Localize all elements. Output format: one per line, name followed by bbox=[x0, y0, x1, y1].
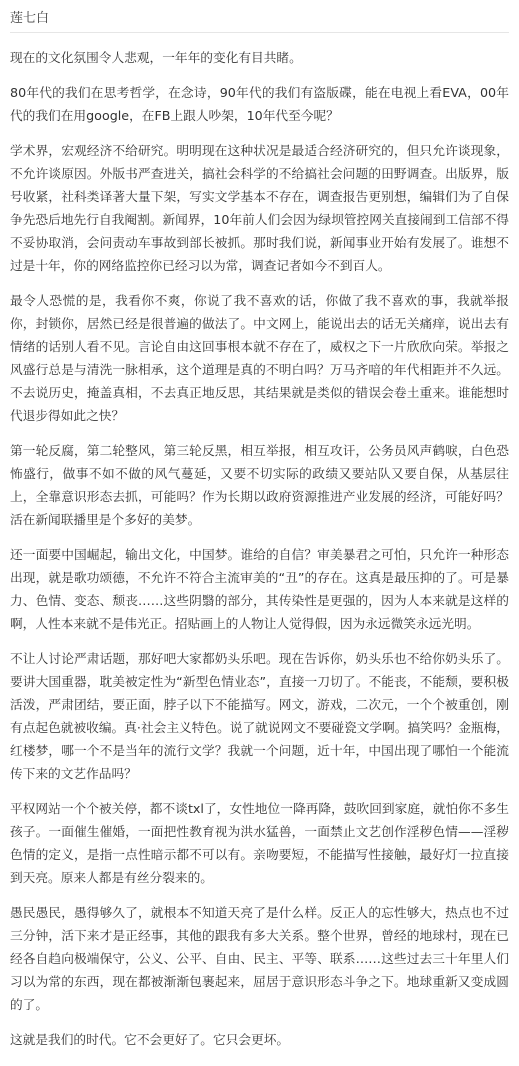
post-paragraph-1: 现在的文化氛围令人悲观，一年年的变化有目共睹。 bbox=[10, 50, 302, 65]
post-paragraph-6: 还一面要中国崛起，输出文化，中国梦。谁给的自信？审美暴君之可怕，只允许一种形态出现，就是歌功颂德，不允许不符合主流审美的“丑”的存在。这真是最压抑的了。可是暴力、色情、变态、颓丧……这些阴翳的部分，其传染性是更强的，因为人本来就是这样的啊，人性本来就不是伟光正。招贴画上的人物让人觉得假，因为永远微笑永远光明。 bbox=[10, 547, 509, 631]
post-paragraph-4: 最令人恐慌的是，我看你不爽，你说了我不喜欢的话，你做了我不喜欢的事，我就举报你，封锁你，居然已经是很普遍的做法了。中文网上，能说出去的话无关痛痒，说出去有情绪的话别人看不见。言论自由这回事根本就不存在了，威权之下一片欣欣向荣。举报之风盛行总是与清洗一脉相承，这个道理是真的不明白吗？万马齐喑的年代相距并不久远。不去说历史，掩盖真相，不去真正地反思，其结果就是类似的错误会卷土重来。谁能想时代退步得如此之快？ bbox=[10, 293, 509, 423]
post-paragraph-3: 学术界，宏观经济不给研究。明明现在这种状况是最适合经济研究的，但只允许谈现象，不允许谈原因。外版书严查进关，搞社会科学的不给搞社会问题的田野调查。出版界，版号收紧，社科类译著大量下架，写实文学基本不存在，调查报告更别想，编辑们为了自保争先恐后地先行自我阉割。新闻界，10年前人们会因为绿坝管控网关直接闹到工信部不得不妥协取消，会问责动车事故到部长被抓。那时我们说，新闻事业开始有发展了。谁想不过是十年，你的网络监控你已经习以为常，调查记者如今不到百人。 bbox=[10, 143, 509, 273]
author-divider bbox=[10, 32, 509, 33]
post-paragraph-2: 80年代的我们在思考哲学，在念诗，90年代的我们有盗版碟，能在电视上看EVA，00年代的我们在用google，在FB上跟人吵架，10年代至今呢？ bbox=[10, 85, 509, 123]
post-paragraph-7: 不让人讨论严肃话题，那好吧大家都奶头乐吧。现在告诉你，奶头乐也不给你奶头乐了。要讲大国重器，耽美被定性为“新型色情业态”，直接一刀切了。不能丧，不能颓，要积极活泼，严肃团结，要正面，脖子以下不能描写。网文，游戏，二次元，一个个被重创，刚有点起色就被收编。真·社会主义特色。说了就说网文不要碰瓷文学啊。搞笑吗？金瓶梅，红楼梦，哪一个不是当年的流行文学？我就一个问题，近十年，中国出现了哪怕一个能流传下来的文艺作品吗？ bbox=[10, 651, 509, 781]
post-paragraph-9: 愚民愚民，愚得够久了，就根本不知道天亮了是什么样。反正人的忘性够大，热点也不过三分钟，活下来才是正经事，其他的跟我有多大关系。整个世界，曾经的地球村，现在已经各自趋向极端保守，公义、公平、自由、民主、平等、联系……这些过去三十年里人们习以为常的东西，现在都被渐渐包裹起来，屈居于意识形态斗争之下。地球重新又变成圆的了。 bbox=[10, 905, 509, 1012]
post-body bbox=[10, 46, 509, 1051]
post-paragraph-5: 第一轮反腐，第二轮整风，第三轮反黑，相互举报，相互攻讦，公务员风声鹤唳，白色恐怖盛行，做事不如不做的风气蔓延，又要不切实际的政绩又要站队又要自保，从基层往上，全靠意识形态去抓，可能吗？作为长期以政府资源推进产业发展的经济，可能好吗？活在新闻联播里是个多好的美梦。 bbox=[10, 443, 509, 527]
post-paragraph-8: 平权网站一个个被关停，都不谈txl了，女性地位一降再降，鼓吹回到家庭，就怕你不多生孩子。一面催生催婚，一面把性教育视为洪水猛兽，一面禁止文艺创作淫秽色情——淫秽色情的定义，是指一点性暗示都不可以有。亲吻要短，不能描写性接触，最好灯一拉直接到天亮。原来人都是有丝分裂来的。 bbox=[10, 801, 509, 885]
post-author[interactable]: 莲七白 bbox=[10, 11, 50, 26]
post-paragraph-10: 这就是我们的时代。它不会更好了。它只会更坏。 bbox=[10, 1032, 290, 1047]
